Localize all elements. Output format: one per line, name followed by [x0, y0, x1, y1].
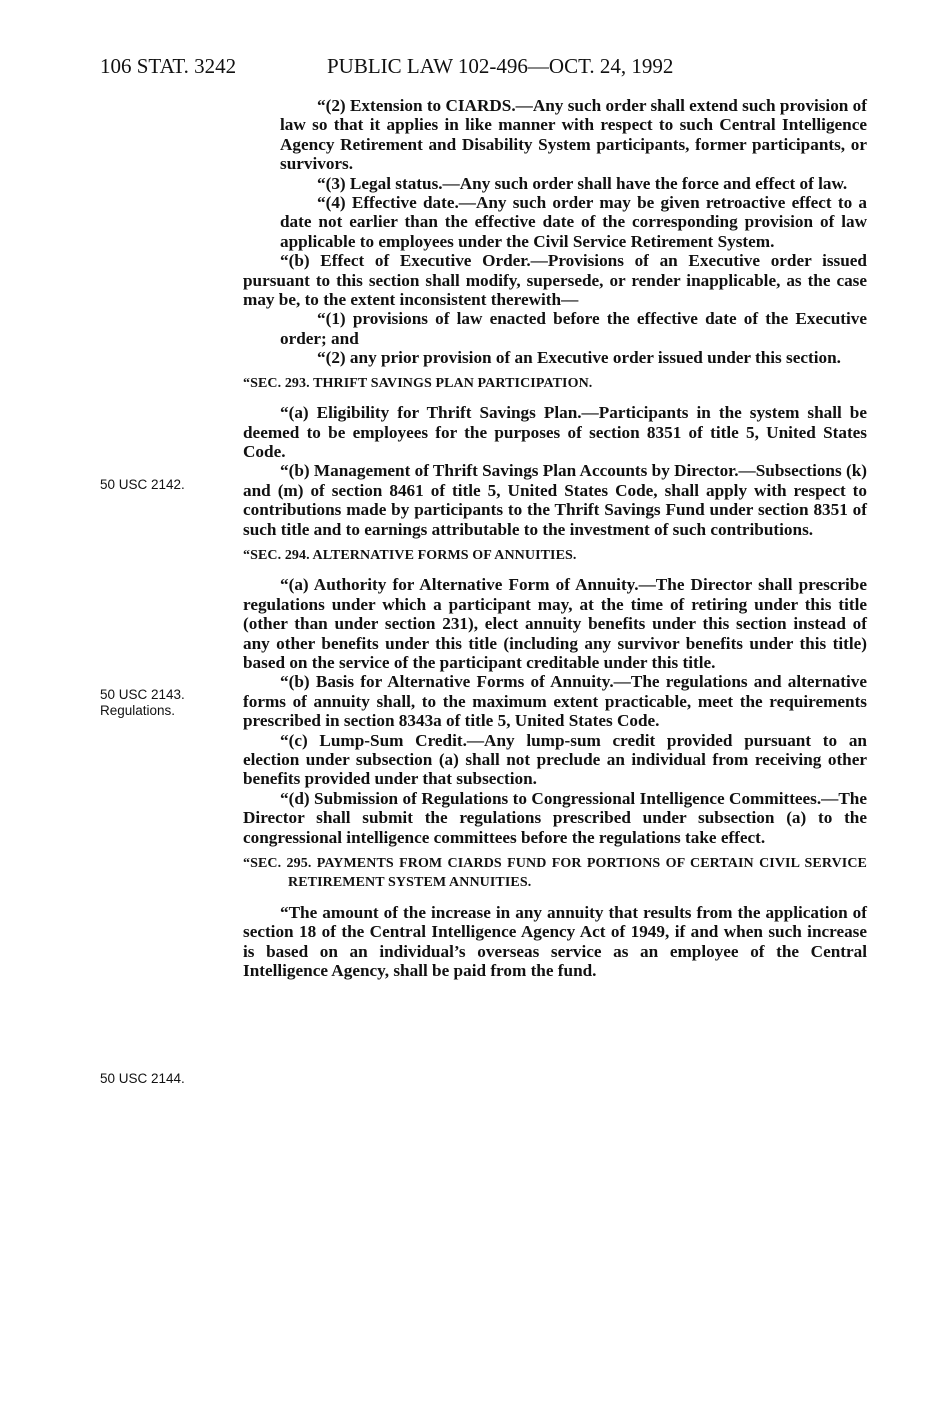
margin-note-usc-2142: 50 USC 2142.: [100, 477, 185, 492]
paragraph-prior-provision: “(2) any prior provision of an Executive order issued under this section.: [317, 348, 841, 368]
paragraph-management-thrift: “(b) Management of Thrift Savings Plan Accounts by Director.—Subsections (k) and (m) of section 8461 of title 5, United States Code, shall apply with respect to contributions made by participants to the Thrift Savings Fund under section 8351 of such title and to earnings attributable to the investment of such contributions.: [243, 461, 867, 539]
paragraph-legal-status: “(3) Legal status.—Any such order shall have the force and effect of law.: [317, 173, 848, 193]
paragraph-payments-ciards: “The amount of the increase in any annuity that results from the application of section 18 of the Central Intelligence Agency Act of 1949, if and when such increase is based on an individual’s overseas service as an employee of the Central Intelligence Agency, shall be paid from the fund.: [243, 902, 867, 981]
margin-note-usc-2144: 50 USC 2144.: [100, 1071, 185, 1086]
paragraph-provisions-of-law: “(1) provisions of law enacted before the effective date of the Executive order; and: [280, 309, 867, 348]
section-295-heading: “SEC. 295. PAYMENTS FROM CIARDS FUND FOR PORTIONS OF CERTAIN CIVIL SERVICE RETIREMENT SYSTEM ANNUITIES.: [243, 856, 867, 891]
paragraph-extension-to-ciards: “(2) Extension to CIARDS.—Any such order shall extend such provision of law so that it applies in like manner with respect to such Central Intelligence Agency Retirement and Disability System participants, former participants, or survivors.: [280, 96, 867, 174]
margin-note-regulations: Regulations.: [100, 703, 176, 718]
paragraph-effective-date: “(4) Effective date.—Any such order may be given retroactive effect to a date not earlier than the effective date of the corresponding provision of law applicable to employees under the Civil Service Retirement System.: [280, 193, 867, 251]
paragraph-effect-of-executive-order: “(b) Effect of Executive Order.—Provisions of an Executive order issued pursuant to this section shall modify, supersede, or render inapplicable, as the case may be, to the extent inconsistent therewith—: [243, 251, 867, 310]
section-294-heading: “SEC. 294. ALTERNATIVE FORMS OF ANNUITIES.: [243, 547, 577, 563]
paragraph-lump-sum-credit: “(c) Lump-Sum Credit.—Any lump-sum credit provided pursuant to an election under subsection (a) shall not preclude an individual from receiving other benefits provided under that subsection.: [243, 730, 867, 789]
paragraph-basis-alternative: “(b) Basis for Alternative Forms of Annuity.—The regulations and alternative forms of annuity shall, to the maximum extent practicable, meet the requirements prescribed in section 8343a of title 5, United States Code.: [243, 672, 867, 731]
section-293-heading: “SEC. 293. THRIFT SAVINGS PLAN PARTICIPATION.: [243, 375, 593, 391]
paragraph-eligibility-thrift: “(a) Eligibility for Thrift Savings Plan.—Participants in the system shall be deemed to be employees for the purposes of section 8351 of title 5, United States Code.: [243, 403, 867, 461]
statute-body: [243, 96, 867, 980]
page-header-title: PUBLIC LAW 102-496—OCT. 24, 1992: [327, 54, 674, 78]
statute-citation: 106 STAT. 3242: [100, 54, 237, 78]
paragraph-authority-alternative: “(a) Authority for Alternative Form of Annuity.—The Director shall prescribe regulations under which a participant may, at the time of retiring under this title (other than under section 231), elect annuity benefits under this section instead of any other benefits under this title (including any survivor benefits under this title) based on the service of the participant creditable under this title.: [243, 575, 867, 672]
paragraph-submission-regulations: “(d) Submission of Regulations to Congressional Intelligence Committees.—The Director shall submit the regulations prescribed under subsection (a) to the congressional intelligence committees before the regulations take effect.: [243, 788, 867, 847]
margin-note-usc-2143: 50 USC 2143.: [100, 687, 185, 702]
